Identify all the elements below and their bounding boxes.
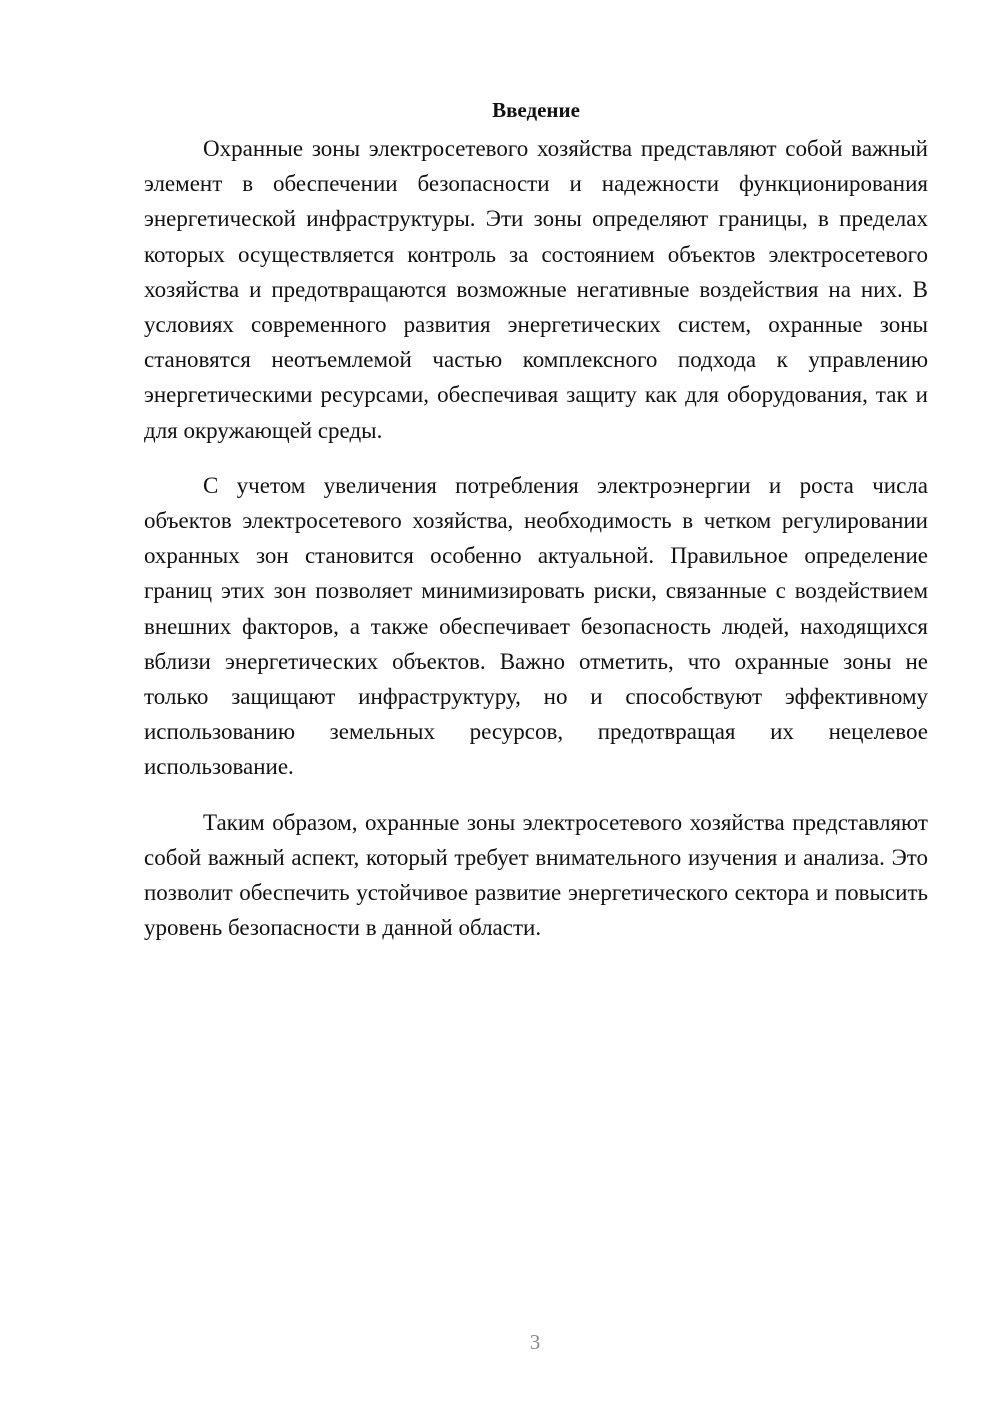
section-heading: Введение [492, 98, 580, 122]
paragraph-2: С учетом увеличения потребления электроэнергии и роста числа объектов электросетевого хозяйства, необходимость в четком регулировании охранных зон становится особенно актуальной. Правильное определение границ этих зон позволяет минимизировать риски, связанные с воздействием внешних факторов, а также обеспечивает безопасность людей, находящихся вблизи энергетических объектов. Важно отметить, что охранные зоны не только защищают инфраструктуру, но и способствуют эффективному использованию земельных ресурсов, предотвращая их нецелевое использование. [144, 472, 928, 780]
paragraph-3: Таким образом, охранные зоны электросетевого хозяйства представляют собой важный аспект, который требует внимательного изучения и анализа. Это позволит обеспечить устойчивое развитие энергетического сектора и повысить уровень безопасности в данной области. [144, 809, 928, 941]
page-number: 3 [529, 1330, 541, 1354]
paragraph-1: Охранные зоны электросетевого хозяйства представляют собой важный элемент в обеспечении безопасности и надежности функционирования энергетической инфраструктуры. Эти зоны определяют границы, в пределах которых осуществляется контроль за состоянием объектов электросетевого хозяйства и предотвращаются возможные негативные воздействия на них. В условиях современного развития энергетических систем, охранные зоны становятся неотъемлемой частью комплексного подхода к управлению энергетическими ресурсами, обеспечивая защиту как для оборудования, так и для окружающей среды. [144, 136, 928, 443]
document-body [144, 90, 928, 945]
